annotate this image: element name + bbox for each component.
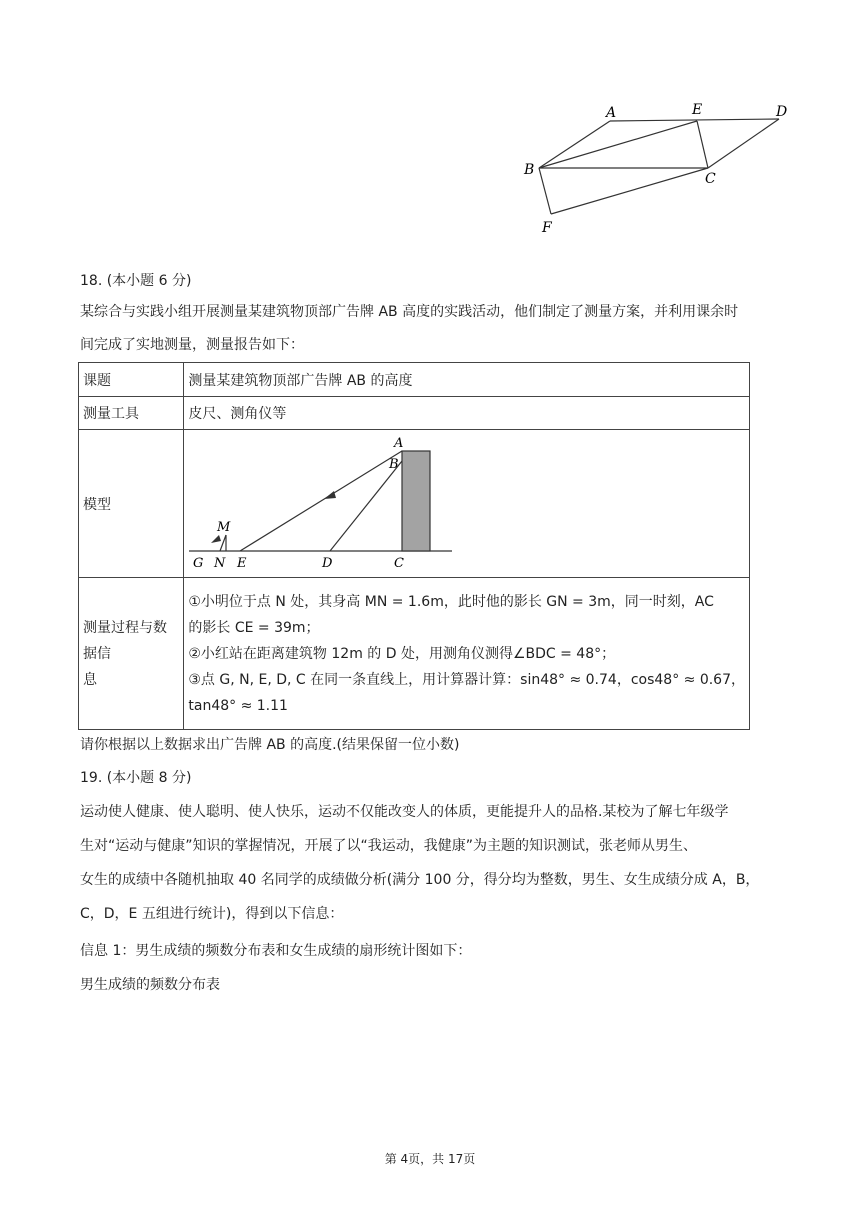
- label-f: F: [542, 220, 552, 236]
- row-tools: [79, 397, 750, 430]
- person-arrow: [211, 535, 221, 543]
- row-process: [79, 578, 750, 730]
- row-topic: [79, 363, 750, 397]
- process-line-4: ③点 G, N, E, D, C 在同一条直线上，用计算器计算：sin48° ≈ 0.74，cos48° ≈ 0.67，: [188, 671, 745, 688]
- process-line-1: ①小明位于点 N 处，其身高 MN = 1.6m，此时他的影长 GN = 3m，同一时刻，AC: [188, 593, 714, 610]
- q18-intro-line2: 间完成了实地测量，测量报告如下：: [80, 337, 304, 353]
- q19-line-3: 女生的成绩中各随机抽取 40 名同学的成绩做分析(满分 100 分，得分均为整数，男生、女生成绩分成 A，B，: [80, 872, 760, 888]
- process-line-2: 的影长 CE = 39m；: [188, 619, 320, 636]
- model-label: 模型: [79, 430, 184, 578]
- process-line-5: tan48° ≈ 1.11: [188, 697, 288, 714]
- model-label-m: M: [217, 519, 231, 535]
- label-d: D: [776, 104, 788, 120]
- label-e: E: [692, 102, 703, 118]
- q18-question: 请你根据以上数据求出广告牌 AB 的高度.(结果保留一位小数): [80, 737, 460, 753]
- row-model: [79, 430, 750, 578]
- process-content: [184, 578, 750, 730]
- model-figure-cell: [184, 430, 750, 578]
- model-label-a: A: [394, 435, 404, 451]
- topic-value: 测量某建筑物顶部广告牌 AB 的高度: [184, 363, 750, 397]
- process-label: [79, 578, 184, 730]
- q19-line-5: 信息 1：男生成绩的频数分布表和女生成绩的扇形统计图如下：: [80, 943, 472, 959]
- sun-ray-arrow: [324, 491, 336, 499]
- building-rect: [402, 451, 430, 551]
- q19-line-6: 男生成绩的频数分布表: [80, 977, 220, 993]
- model-figure: [184, 431, 724, 577]
- process-line-3: ②小红站在距离建筑物 12m 的 D 处，用测角仪测得∠BDC = 48°；: [188, 645, 616, 662]
- model-label-d: D: [322, 555, 333, 571]
- process-label-line2: 息: [83, 671, 97, 688]
- model-label-g: G: [193, 555, 204, 571]
- q19-line-4: C，D，E 五组进行统计)，得到以下信息：: [80, 906, 344, 922]
- q19-line-1: 运动使人健康、使人聪明、使人快乐，运动不仅能改变人的体质，更能提升人的品格.某校为了解七年级学: [80, 804, 729, 820]
- q18-intro-line1: 某综合与实践小组开展测量某建筑物顶部广告牌 AB 高度的实践活动，他们制定了测量方案，并利用课余时: [80, 304, 739, 320]
- tools-label: 测量工具: [79, 397, 184, 430]
- label-c: C: [705, 171, 716, 187]
- topic-label: 课题: [79, 363, 184, 397]
- model-label-e: E: [237, 555, 247, 571]
- label-a: A: [606, 105, 617, 121]
- model-label-b: B: [389, 456, 399, 472]
- label-b: B: [524, 162, 535, 178]
- parallelogram-figure: [515, 95, 795, 240]
- model-label-n: N: [214, 555, 226, 571]
- measurement-report-table: [78, 362, 750, 730]
- q18-heading: 18. (本小题 6 分): [80, 273, 192, 289]
- q19-heading: 19. (本小题 8 分): [80, 770, 192, 786]
- q19-line-2: 生对“运动与健康”知识的掌握情况，开展了以“我运动，我健康”为主题的知识测试，张老师从男生、: [80, 838, 698, 854]
- process-label-line1: 测量过程与数据信: [83, 619, 167, 662]
- model-label-c: C: [394, 555, 405, 571]
- page-footer: 第 4页，共 17页: [384, 1152, 476, 1166]
- tools-value: 皮尺、测角仪等: [184, 397, 750, 430]
